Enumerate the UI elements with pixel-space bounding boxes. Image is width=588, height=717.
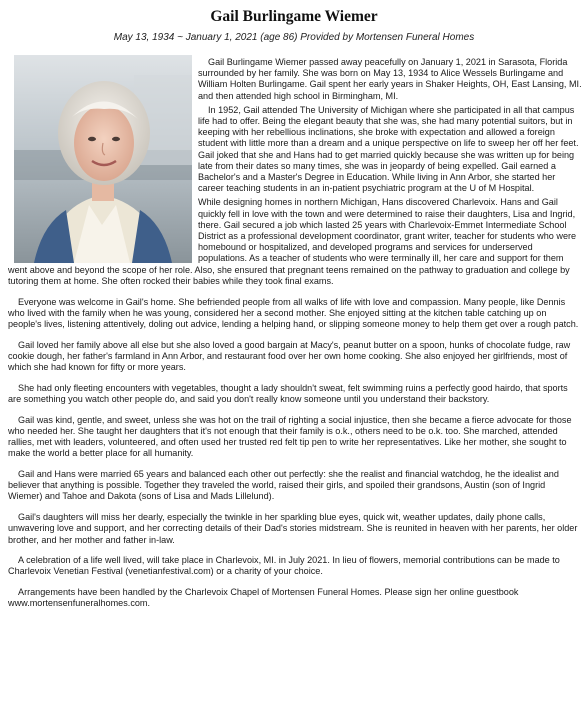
- paragraph-home: Everyone was welcome in Gail's home. She befriended people from all walks of life with love and compassion. Many people, like Dennis who lived with the family when he was young, considered her a second mother. She enjoyed sitting at the kitchen table catching up on people's lives, listening attentively, doling out advice, lending a helping hand, or slipping someone money to help them get over a rough patch.: [8, 296, 579, 329]
- obituary-subtitle: May 13, 1934 ~ January 1, 2021 (age 86) Provided by Mortensen Funeral Homes: [113, 32, 475, 43]
- paragraph-university: In 1952, Gail attended The University of Michigan where she participated in all that campus life had to offer. Being the elegant beauty that she was, she had many potential suitors, but in keeping with her rebellious inclinations, she broke with expectation and allowed a foreign student with little more than a dream and a unique perspective on life to sweep her off her feet. Gail joked that she and Hans had to get married quickly because she was written up for being late from their dates so many times, she was in jeopardy of being expelled. Gail earned a Bachelor's and a Master's Degree in Education. While living in Ann Arbor, she started her career teaching students in an in-patient psychiatric program at the U of M Hospital.: [198, 104, 579, 194]
- photo-spacer: [8, 57, 198, 262]
- paragraph-marriage: Gail and Hans were married 65 years and balanced each other out perfectly: she the realist and financial watchdog, he the idealist and believer that anything is possible. Together they traveled the world, raised their girls, and spoiled their grandsons, Austin (son of Ingrid Wiemer) and Tahoe and Dakota (sons of Lisa and Mads Lillelund).: [8, 469, 559, 502]
- paragraph-arrangements: Arrangements have been handled by the Charlevoix Chapel of Mortensen Funeral Homes. Please sign her online guestbook www.mortensenfuneralhomes.com.: [8, 587, 519, 609]
- paragraph-birth: Gail Burlingame Wiemer passed away peacefully on January 1, 2021 in Sarasota, Florida surrounded by her family. She was born on May 13, 1934 to Alice Wessels Burlingame and William Holten Burlingame. Gail spent her early years in Shaker Heights, OH, East Lansing, MI. and then attended high school in Birmingham, MI.: [198, 57, 582, 101]
- paragraph-advocate: Gail was kind, gentle, and sweet, unless she was hot on the trail of righting a social injustice, then she became a fierce advocate for those who needed her. She taught her daughters that it's not enough that their family is o.k., others need to be o.k. too. She marched, attended rallies, met with leaders, volunteered, and often used her trusted red felt tip pen to write her representatives. Like her mother, she sought to make the world a better place for all humanity.: [8, 414, 572, 459]
- paragraph-celebration: A celebration of a life well lived, will take place in Charlevoix, MI. in July 2021. In lieu of flowers, memorial contributions can be made to Charlevoix Venetian Festival (venetianfestival.com) or a charity of your choice.: [8, 555, 560, 577]
- obituary-title: Gail Burlingame Wiemer: [210, 8, 378, 25]
- paragraph-charlevoix: While designing homes in northern Michigan, Hans discovered Charlevoix. Hans and Gail quickly fell in love with the town and were determined to raise their daughters, Lisa and Ingrid, there. Gail secured a job which lasted 25 years with Charlevoix-Emmet Intermediate School District as a professional development coordinator, grant writer, teacher for students who were homebound or hospitalized, and developed programs and services for underserved populations. As a teacher of students who were terminally ill, her care and support for them went above and beyond the scope of her role. Also, she ensured that pregnant teens remained on the pathway to graduation and college by tutoring them at home. She often rocked their babies while they took final exams.: [8, 197, 577, 286]
- paragraph-quirks: She had only fleeting encounters with vegetables, thought a lady shouldn't sweat, felt swimming ruins a perfectly good hairdo, that sports are something you watch other people do, and said you don't really know someone until you understand their backstory.: [8, 382, 568, 404]
- paragraph-loves: Gail loved her family above all else but she also loved a good bargain at Macy's, peanut butter on a spoon, hunks of chocolate fudge, raw cookie dough, her father's farmland in Ann Arbor, and restaurant food over her own home cooking. She also enjoyed her girlfriends, most of which she had known for fifty or more years.: [8, 339, 571, 373]
- paragraph-daughters: Gail's daughters will miss her dearly, especially the twinkle in her sparkling blue eyes, quick wit, weather updates, daily phone calls, unwavering love and support, and her correcting details of their Dad's stories midstream. She is reunited in heaven with her parents, her older brother, and her mother and father in-law.: [8, 512, 578, 545]
- obituary-body: [8, 57, 582, 619]
